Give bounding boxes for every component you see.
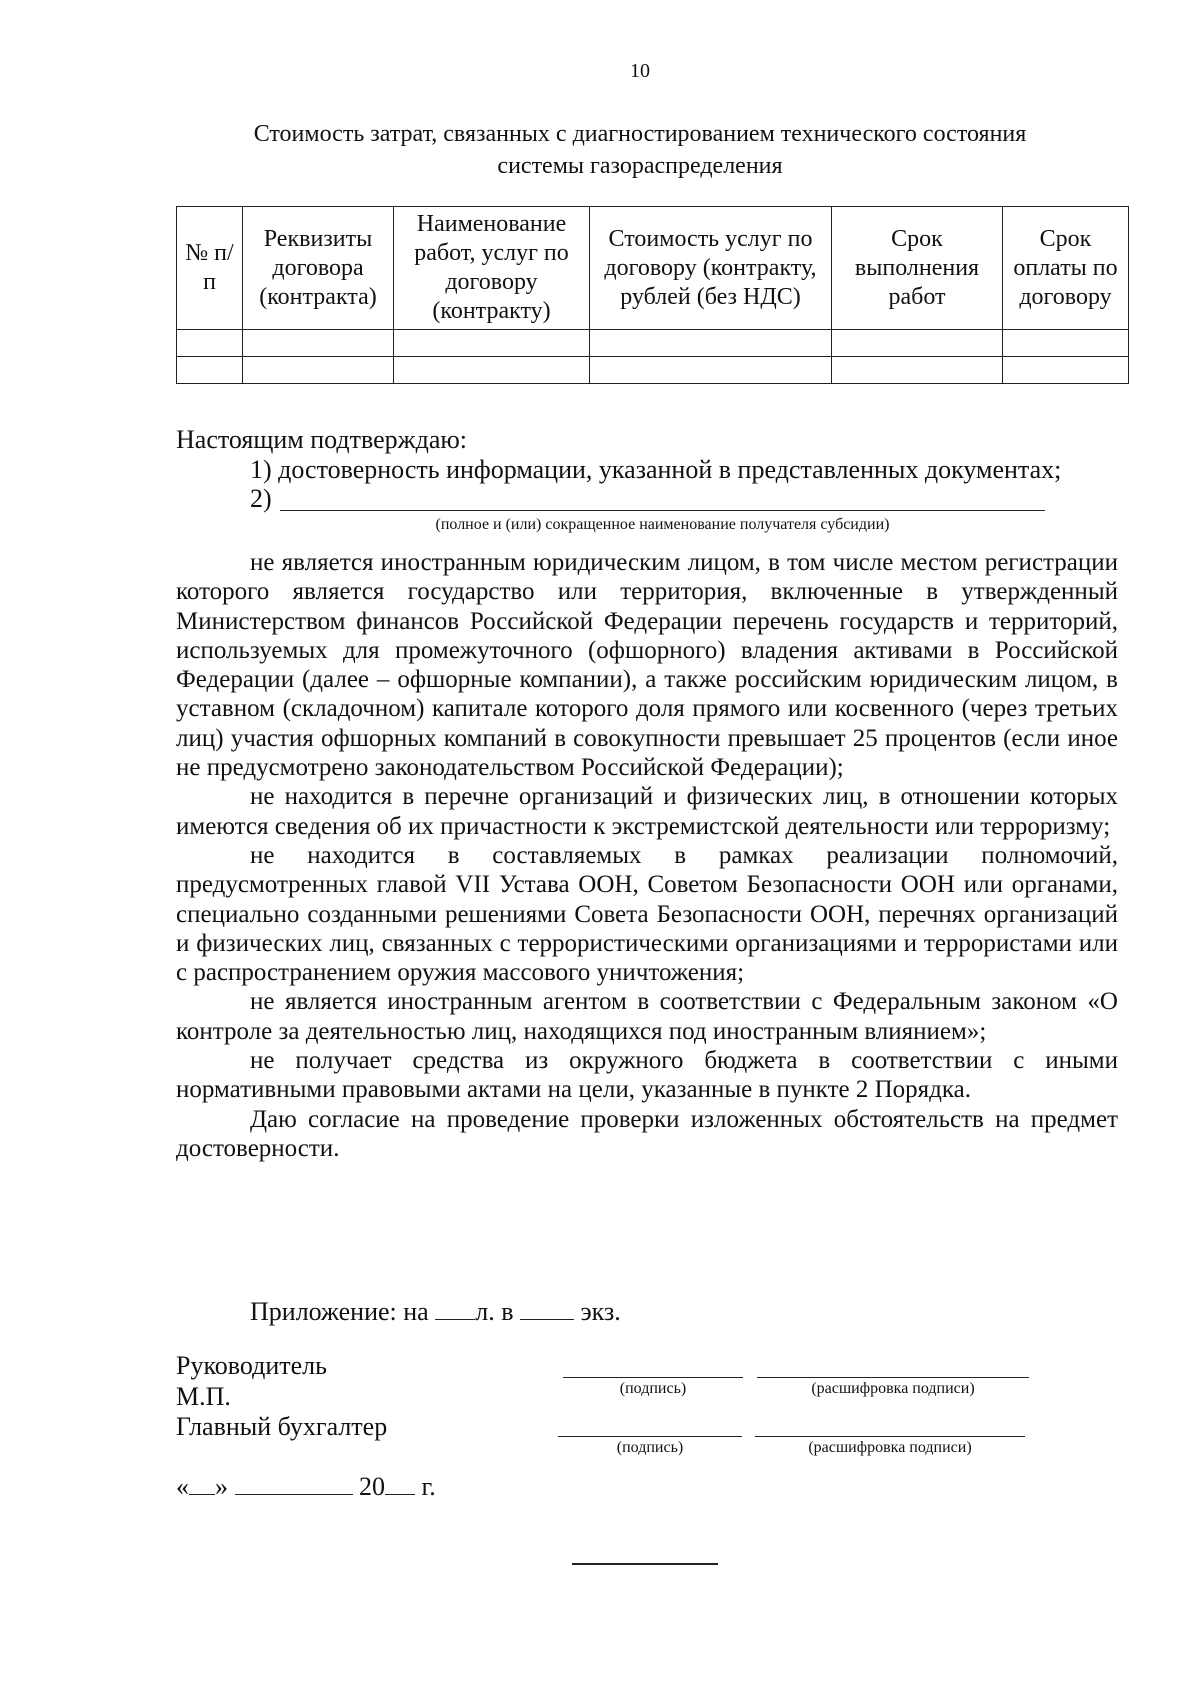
- page-number: 10: [630, 60, 650, 82]
- date-year-prefix: 20: [359, 1472, 385, 1501]
- declaration-paragraph-consent: Даю согласие на проведение проверки изложенных обстоятельств на предмет достоверности.: [176, 1105, 1118, 1162]
- table-cell: [394, 330, 590, 357]
- appendix-copies-suffix: экз.: [580, 1297, 621, 1326]
- table-cell: [1003, 357, 1129, 384]
- confirmation-item-2-number: 2): [250, 484, 272, 513]
- day-blank: [189, 1472, 215, 1495]
- header-service-cost: Стоимость услуг по договору (контракту, рублей (без НДС): [590, 207, 832, 330]
- table-cell: [832, 330, 1003, 357]
- head-label: Руководитель: [176, 1351, 327, 1380]
- accountant-decoding-line: [755, 1436, 1025, 1437]
- sheets-count-blank: [435, 1297, 475, 1320]
- declaration-paragraph-foreign-agent: не является иностранным агентом в соответствии с Федеральным законом «О контроле за деятельностью лиц, находящихся под иностранным влиянием»;: [176, 988, 1118, 1045]
- header-work-deadline: Срок выполнения работ: [832, 207, 1003, 330]
- declaration-paragraph-extremism: не находится в перечне организаций и физических лиц, в отношении которых имеются сведения об их причастности к экстремистской деятельности или терроризму;: [176, 783, 1118, 840]
- declaration-paragraph-budget: не получает средства из окружного бюджета в соответствии с иными нормативными правовыми актами на цели, указанные в пункте 2 Порядка.: [176, 1047, 1118, 1104]
- accountant-signature-caption: (подпись): [616, 1439, 684, 1456]
- table-cell: [590, 330, 832, 357]
- table-cell: [394, 357, 590, 384]
- costs-table: [176, 206, 1129, 384]
- table-cell: [177, 357, 243, 384]
- declaration-paragraph-offshore: не является иностранным юридическим лицом, в том числе местом регистрации которого является государство или территория, включенные в утвержденный Министерством финансов Российской Федерации перечень государств и территорий, используемых для промежуточного (офшорного) владения активами в Российской Федерации (далее – офшорные компании), а также российским юридическим лицом, в уставном (складочном) капитале которого доля прямого или косвенного (через третьих лиц) участия офшорных компаний в совокупности превышает 25 процентов (если иное не предусмотрено законодательством Российской Федерации);: [176, 549, 1118, 782]
- accountant-signature-line: [558, 1436, 742, 1437]
- appendix-sheets-suffix: л. в: [475, 1297, 514, 1326]
- date-year-suffix: г.: [421, 1472, 436, 1501]
- header-contract-details: Реквизиты договора (контракта): [243, 207, 394, 330]
- table-header-row: [177, 207, 1129, 330]
- document-title: [200, 118, 1080, 182]
- date-open-quote: «: [176, 1472, 189, 1501]
- header-work-name: Наименование работ, услуг по договору (контракту): [394, 207, 590, 330]
- accountant-decoding-caption: (расшифровка подписи): [808, 1439, 972, 1456]
- recipient-name-blank-line: [280, 510, 1045, 511]
- head-signature-line: [563, 1377, 743, 1378]
- head-decoding-caption: (расшифровка подписи): [811, 1380, 975, 1397]
- stamp-label: М.П.: [176, 1382, 231, 1411]
- table-cell: [243, 330, 394, 357]
- confirmation-heading: Настоящим подтверждаю:: [176, 425, 468, 454]
- head-decoding-line: [757, 1377, 1029, 1378]
- year-blank: [385, 1472, 415, 1495]
- table-cell: [1003, 330, 1129, 357]
- table-row: [177, 357, 1129, 384]
- table-cell: [590, 357, 832, 384]
- declaration-paragraph-un-lists: не находится в составляемых в рамках реализации полномочий, предусмотренных главой VII Устава ООН, Советом Безопасности ООН или органами, специально созданными решениями Совета Безопасности ООН, перечнях организаций и физических лиц, связанных с террористическими организациями и террористами или с распространением оружия массового уничтожения;: [176, 841, 1118, 987]
- table-row: [177, 330, 1129, 357]
- document-title-line-1: Стоимость затрат, связанных с диагностированием технического состояния: [253, 121, 1027, 147]
- appendix-line: [250, 1297, 621, 1327]
- table-cell: [177, 330, 243, 357]
- recipient-name-caption: (полное и (или) сокращенное наименование получателя субсидии): [435, 516, 890, 533]
- month-blank: [235, 1472, 353, 1495]
- confirmation-item-1: 1) достоверность информации, указанной в представленных документах;: [250, 455, 1062, 484]
- copies-count-blank: [520, 1297, 574, 1320]
- document-title-line-2: системы газораспределения: [497, 153, 783, 179]
- document-end-line: [572, 1563, 718, 1565]
- appendix-prefix: Приложение: на: [250, 1297, 429, 1326]
- date-line: [176, 1472, 436, 1502]
- table-cell: [243, 357, 394, 384]
- header-number: № п/п: [177, 207, 243, 330]
- header-payment-deadline: Срок оплаты по договору: [1003, 207, 1129, 330]
- head-signature-caption: (подпись): [619, 1380, 687, 1397]
- table-cell: [832, 357, 1003, 384]
- declaration-text: [176, 548, 1118, 1163]
- accountant-label: Главный бухгалтер: [176, 1412, 388, 1441]
- date-close-quote: »: [215, 1472, 228, 1501]
